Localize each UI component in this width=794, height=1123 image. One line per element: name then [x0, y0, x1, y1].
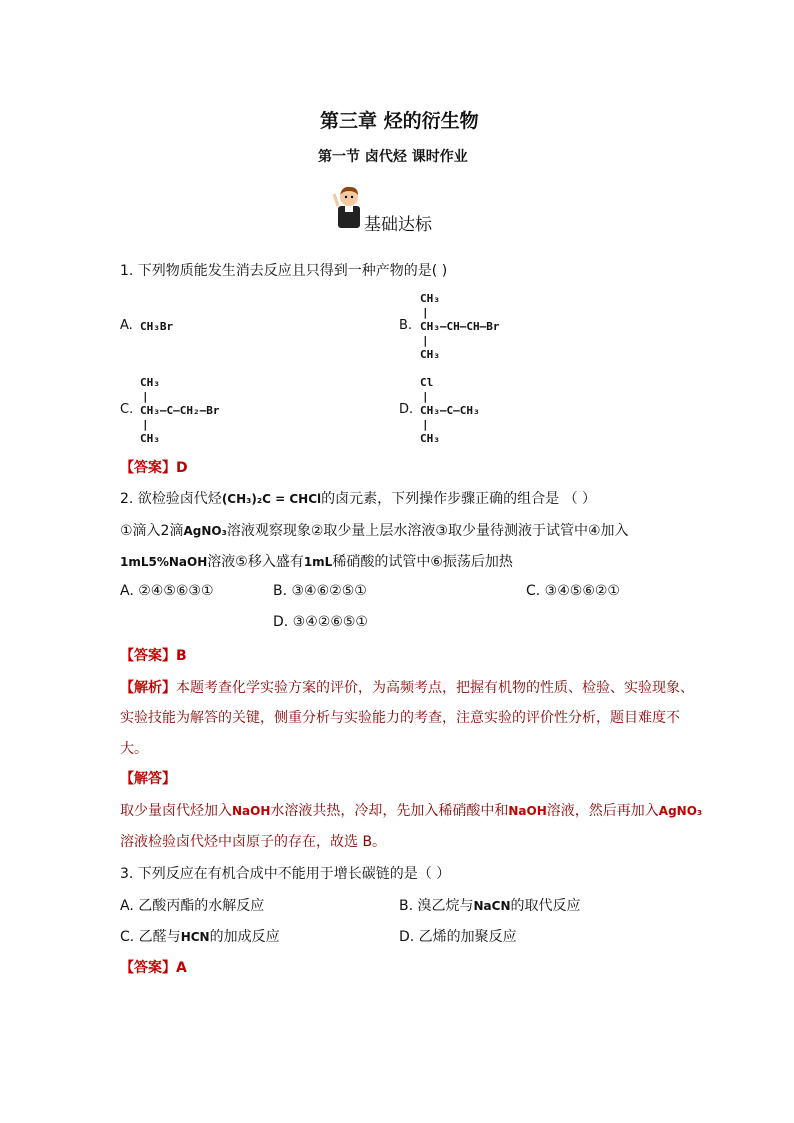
q3-option-c	[120, 926, 280, 946]
q3-stem: 3. 下列反应在有机合成中不能用于增长碳链的是（ ）	[120, 866, 451, 882]
q2-analysis-line2: 实验技能为解答的关键，侧重分析与实验能力的考查，注意实验的评价性分析，题目难度不	[120, 710, 680, 726]
q3-option-c-a: C. 乙醛与	[120, 929, 181, 945]
q2-steps-line2-d: 稀硝酸的试管中⑥振荡后加热	[332, 554, 513, 570]
q1-option-b-label: B.	[399, 318, 413, 333]
q2-steps-line2	[120, 551, 513, 571]
student-thinking-icon	[328, 184, 368, 230]
analysis-tag: 【解析】	[120, 680, 176, 696]
q3-option-c-formula: HCN	[180, 930, 210, 944]
q3-option-a: A. 乙酸丙酯的水解反应	[120, 898, 265, 914]
q1-option-d-bottom: CH₃	[420, 432, 440, 445]
q1-option-c-main: CH₃–C–CH₂–Br	[140, 404, 220, 417]
q1-option-d-main: CH₃–C–CH₃	[420, 404, 480, 417]
q1-option-a-formula: CH₃Br	[140, 320, 174, 333]
q2-solution-tag	[120, 768, 176, 788]
analysis-text-1: 本题考查化学实验方案的评价，为高频考点，把握有机物的性质、检验、实验现象、	[176, 680, 694, 696]
q2-answer	[120, 645, 187, 665]
q1-option-c-bottom: CH₃	[140, 432, 160, 445]
q2-option-a: A. ②④⑤⑥③①	[120, 583, 214, 599]
q1-option-d-top: Cl	[420, 376, 434, 389]
answer-tag: 【答案】	[120, 648, 176, 664]
q1-option-a-label: A.	[120, 318, 133, 333]
q2-stem-a: 2. 欲检验卤代烃	[120, 491, 222, 507]
solution-agno3: AgNO₃	[658, 804, 703, 818]
q2-steps-line1	[120, 520, 629, 540]
q1-stem: 1. 下列物质能发生消去反应且只得到一种产物的是( )	[120, 263, 448, 279]
q1-option-b-bond: |	[422, 306, 429, 319]
q2-analysis-line3: 大。	[120, 741, 148, 757]
solution-tag: 【解答】	[120, 771, 176, 787]
q2-steps-line1-b: 溶液观察现象②取少量上层水溶液③取少量待测液于试管中④加入	[226, 523, 629, 539]
q3-answer	[120, 957, 187, 977]
answer-value: B	[176, 648, 187, 664]
q1-option-b-main: CH₃–CH–CH–Br	[420, 320, 500, 333]
answer-value: A	[176, 960, 187, 976]
q1-option-b-bottom: CH₃	[420, 348, 440, 361]
q2-option-d: D. ③④②⑥⑤①	[273, 614, 368, 630]
answer-tag: 【答案】	[120, 460, 176, 476]
solution-text-c: 溶液，然后再加入	[546, 803, 659, 819]
chapter-title: 第三章 烃的衍生物	[320, 110, 479, 132]
q2-steps-agno3: AgNO₃	[183, 524, 227, 538]
answer-value: D	[176, 460, 188, 476]
q2-stem-b: 的卤元素，下列操作步骤正确的组合是 （ ）	[321, 491, 597, 507]
answer-tag: 【答案】	[120, 960, 176, 976]
section-title: 第一节 卤代烃 课时作业	[318, 149, 468, 165]
solution-text-a: 取少量卤代烃加入	[120, 803, 232, 819]
q1-answer	[120, 457, 188, 477]
q1-option-d-label: D.	[399, 402, 414, 417]
q2-option-c: C. ③④⑤⑥②①	[526, 583, 620, 599]
q1-option-d-bond2: |	[422, 418, 429, 431]
q2-steps-naoh: 1mL5%NaOH	[120, 555, 208, 569]
solution-text-b: 水溶液共热，冷却，先加入稀硝酸中和	[270, 803, 509, 819]
section-badge-label: 基础达标	[364, 215, 432, 235]
q3-option-b-formula: NaCN	[473, 899, 511, 913]
q2-steps-line2-b: 溶液⑤移入盛有	[207, 554, 304, 570]
q3-option-c-b: 的加成反应	[209, 929, 280, 945]
q3-option-d: D. 乙烯的加聚反应	[399, 929, 517, 945]
q2-option-b: B. ③④⑥②⑤①	[273, 583, 367, 599]
q2-solution-line1	[120, 800, 702, 820]
q1-option-c-label: C.	[120, 402, 134, 417]
q1-option-c-bond2: |	[142, 418, 149, 431]
q1-option-d-bond: |	[422, 390, 429, 403]
q2-solution-line2: 溶液检验卤代烃中卤原子的存在，故选 B。	[120, 834, 387, 850]
solution-naoh-2: NaOH	[508, 804, 547, 818]
q3-option-b-a: B. 溴乙烷与	[399, 898, 474, 914]
q1-option-c-top: CH₃	[140, 376, 160, 389]
q2-steps-line1-a: ①滴入2滴	[120, 523, 184, 539]
solution-naoh: NaOH	[232, 804, 271, 818]
q1-option-b-top: CH₃	[420, 292, 440, 305]
q2-stem	[120, 488, 596, 508]
q1-option-c-bond: |	[142, 390, 149, 403]
q3-option-b	[399, 895, 581, 915]
q1-option-b-bond2: |	[422, 334, 429, 347]
q2-stem-formula: (CH₃)₂C = CHCl	[221, 492, 322, 506]
q2-steps-volume: 1mL	[303, 555, 333, 569]
q3-option-b-b: 的取代反应	[510, 898, 581, 914]
q2-analysis-line1	[120, 677, 694, 697]
